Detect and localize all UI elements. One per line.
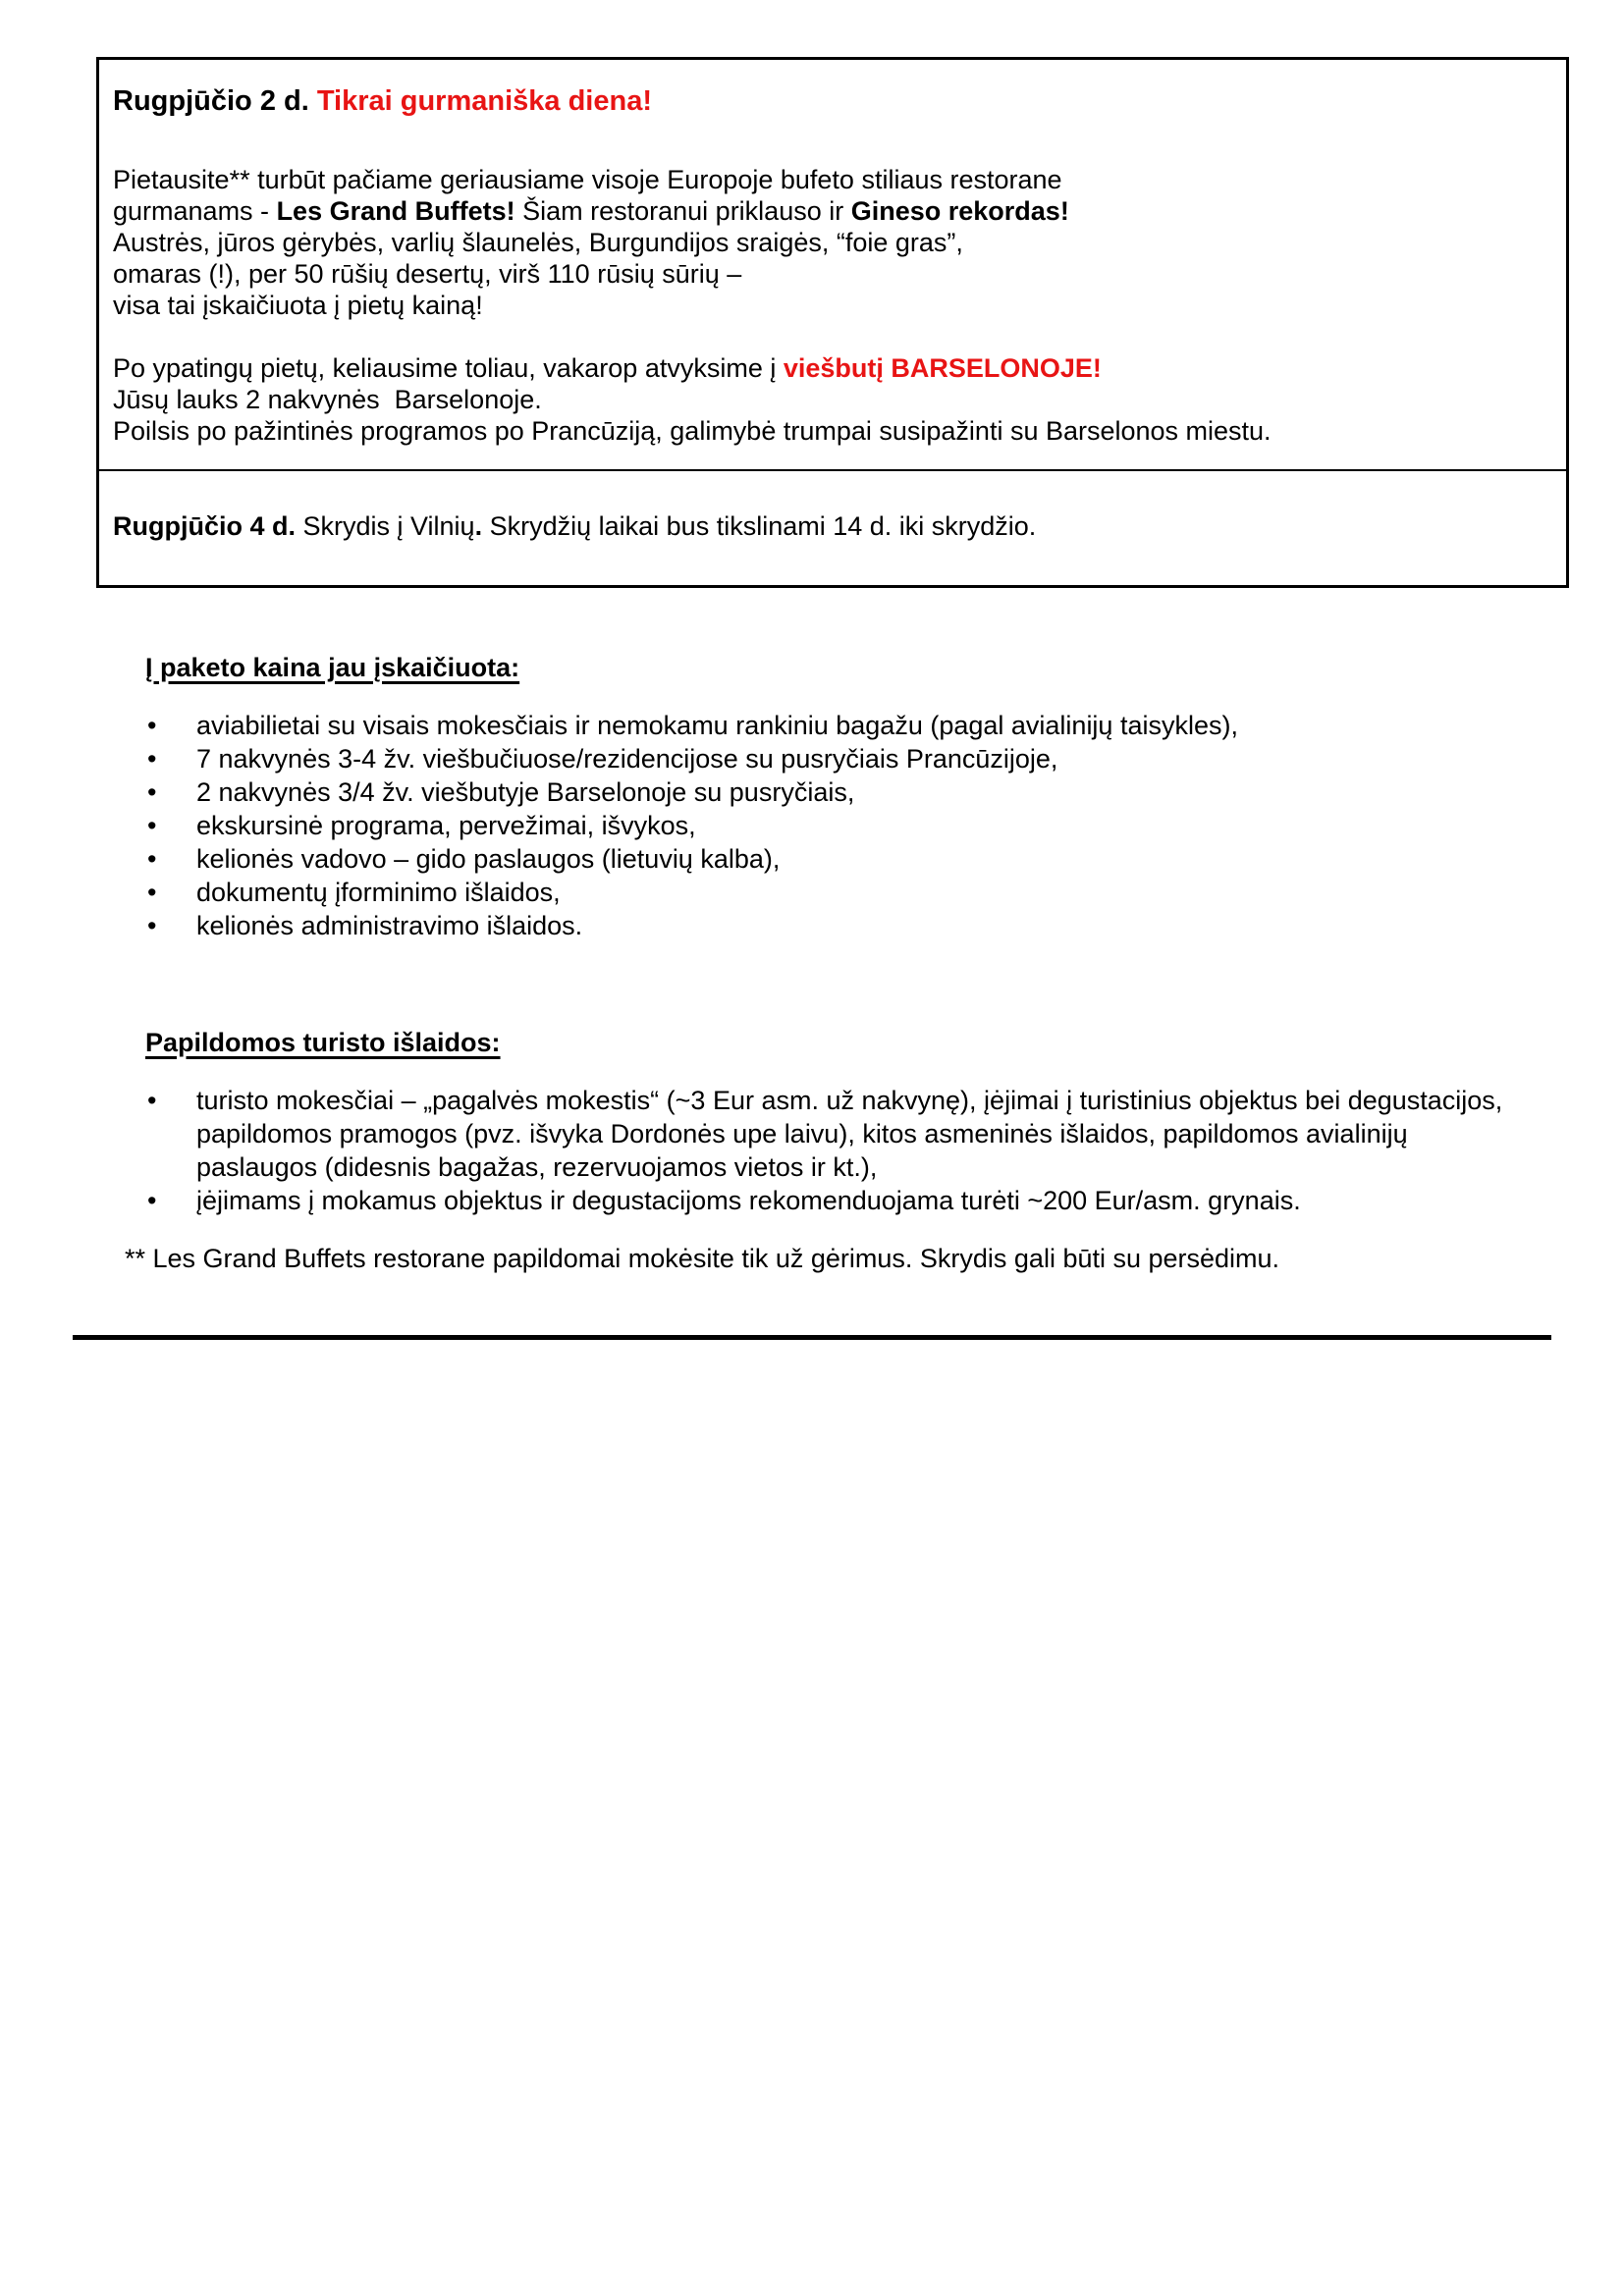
text-line — [113, 352, 1543, 384]
bottom-divider — [73, 1335, 1551, 1340]
list-item — [145, 842, 1512, 876]
list-item — [145, 775, 1512, 809]
text-line: Jūsų lauks 2 nakvynės Barselonoje. — [113, 385, 542, 414]
text-line: omaras (!), per 50 rūšių desertų, virš 110 rūsių sūrių – — [113, 259, 742, 289]
text-run: . — [474, 511, 483, 541]
list-item — [145, 909, 1512, 942]
list-item-text: dokumentų įforminimo išlaidos, — [196, 878, 561, 907]
barcelona-paragraph — [113, 352, 1543, 447]
guinness-record-text: Gineso rekordas! — [850, 196, 1069, 226]
day-title-highlight: Tikrai gurmaniška diena! — [316, 85, 652, 117]
text-line: Poilsis po pažintinės programos po Prancūziją, galimybė trumpai susipažinti su Barselonos miestu. — [113, 416, 1272, 446]
restaurant-name: Les Grand Buffets! — [276, 196, 515, 226]
footnote: ** Les Grand Buffets restorane papildomai mokėsite tik už gėrimus. Skrydis gali būti su persėdimu. — [125, 1244, 1280, 1273]
included-heading: Į paketo kaina jau įskaičiuota: — [145, 653, 520, 682]
list-item-text: ekskursinė programa, pervežimai, išvykos, — [196, 811, 696, 840]
text-run: Skrydžių laikai bus tikslinami 14 d. iki skrydžio. — [482, 511, 1037, 541]
text-run: Skrydis į Vilnių — [296, 511, 475, 541]
list-item — [145, 1084, 1512, 1184]
list-item — [145, 809, 1512, 842]
list-item-text: turisto mokesčiai – „pagalvės mokestis“ (~3 Eur asm. už nakvynę), įėjimai į turistinius objektus bei degustacijos, papildomos pramogos (pvz. išvyka Dordonės upe laivu), kitos asmeninės išlaidos, papildomos avialinijų paslaugos (didesnis bagažas, rezervuojamos vietos ir kt.), — [196, 1086, 1510, 1182]
included-section — [145, 652, 1512, 942]
day-title — [113, 85, 1543, 118]
text-run: gurmanams - — [113, 196, 277, 226]
list-item — [145, 1184, 1512, 1217]
text-line: Austrės, jūros gėrybės, varlių šlaunelės, Burgundijos sraigės, “foie gras”, — [113, 228, 963, 257]
list-item — [145, 742, 1512, 775]
list-item-text: 7 nakvynės 3-4 žv. viešbučiuose/rezidencijose su pusryčiais Prancūzijoje, — [196, 744, 1058, 774]
restaurant-paragraph — [113, 164, 1543, 321]
list-item-text: aviabilietai su visais mokesčiais ir nemokamu rankiniu bagažu (pagal avialinijų taisykles), — [196, 711, 1238, 740]
hotel-barcelona-highlight: viešbutį BARSELONOJE! — [783, 353, 1102, 383]
list-item-text: kelionės administravimo išlaidos. — [196, 911, 583, 940]
list-item-text: įėjimams į mokamus objektus ir degustacijoms rekomenduojama turėti ~200 Eur/asm. grynais. — [196, 1186, 1301, 1215]
text-run: Šiam restoranui priklauso ir — [514, 196, 851, 226]
flight-paragraph — [113, 510, 1543, 542]
included-list — [145, 709, 1512, 942]
text-run: Po ypatingų pietų, keliausime toliau, vakarop atvyksime į — [113, 353, 784, 383]
text-line: visa tai įskaičiuota į pietų kainą! — [113, 291, 483, 320]
itinerary-row-aug2 — [99, 60, 1566, 471]
day-title-date: Rugpjūčio 4 d. — [113, 511, 296, 541]
extras-heading: Papildomos turisto išlaidos: — [145, 1028, 501, 1057]
itinerary-table — [96, 57, 1569, 588]
extras-section — [145, 1027, 1512, 1217]
list-item-text: 2 nakvynės 3/4 žv. viešbutyje Barselonoje su pusryčiais, — [196, 777, 855, 807]
list-item — [145, 709, 1512, 742]
text-line: Pietausite** turbūt pačiame geriausiame visoje Europoje bufeto stiliaus restorane — [113, 165, 1062, 194]
list-item-text: kelionės vadovo – gido paslaugos (lietuvių kalba), — [196, 844, 781, 874]
text-line — [113, 195, 1543, 227]
day-title-date: Rugpjūčio 2 d. — [113, 85, 317, 117]
extras-list — [145, 1084, 1512, 1217]
itinerary-row-aug4 — [99, 471, 1566, 585]
list-item — [145, 876, 1512, 909]
